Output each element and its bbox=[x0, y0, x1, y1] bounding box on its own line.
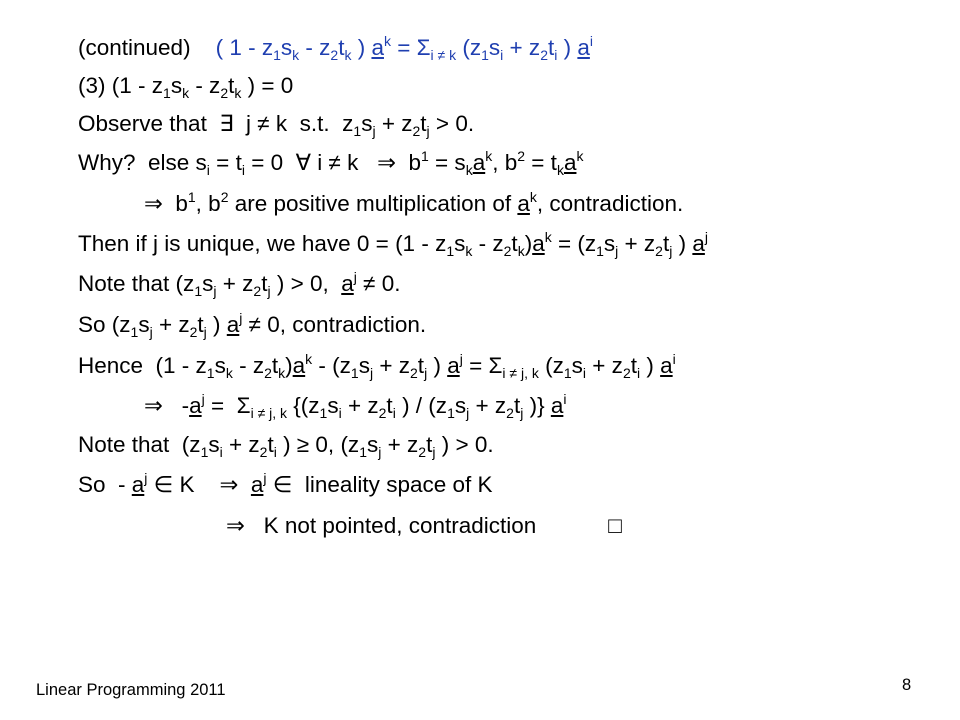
slide-line: Observe that ∃ j ≠ k s.t. $z_1s_j + z_2t_j > 0$. bbox=[78, 111, 475, 139]
slide-line: ⇒ $b^1$, $b^2$ are positive multiplication of $a^k$, contradiction. bbox=[144, 189, 684, 216]
slide-line: ⇒ K not pointed, contradiction □ bbox=[226, 513, 622, 538]
slide-line: Then if j is unique, we have $0 = (1 - z_1s_k - z_2t_k)a^k = (z_1s_j + z_2t_j$ ) $a^j$ bbox=[78, 229, 708, 259]
slide-line: So ($z_1s_j + z_2t_j$ ) $a^j \ne 0$, contradiction. bbox=[78, 310, 427, 340]
slide-line: (continued) ( $1 - z_1s_k - z_2t_k$ ) $a^k = \Sigma_{i \ne k}$ ($z_1s_i + z_2t_i$ ) $a^i$ bbox=[78, 33, 594, 63]
slide-line: ⇒ $-a^j = \Sigma_{i \ne j, k}$ {($z_1s_i + z_2t_i$ ) / ($z_1s_j + z_2t_j$ )} $a^i$ bbox=[144, 391, 567, 421]
slide-line: Note that ($z_1s_j + z_2t_j$ ) > 0, $a^j \ne 0$. bbox=[78, 269, 401, 299]
slide-line: Why? else $s_i = t_i = 0$ ∀ i ≠ k ⇒ $b^1 = s_ka^k$, $b^2 = t_ka^k$ bbox=[78, 148, 584, 178]
slide-line: Note that ($z_1s_i + z_2t_i$ ) ≥ 0, ($z_1s_j + z_2t_j$ ) > 0. bbox=[78, 432, 494, 460]
slide-line: (3) ($1 - z_1s_k - z_2t_k$ ) = 0 bbox=[78, 73, 294, 101]
slide-line: So - $a^j$ ∈ K ⇒ $a^j$ ∈ lineality space of K bbox=[78, 470, 493, 497]
page-number: 8 bbox=[902, 676, 912, 694]
footer-course-title: Linear Programming 2011 bbox=[36, 681, 226, 699]
slide-line: Hence $(1 - z_1s_k - z_2t_k)a^k - (z_1s_j + z_2t_j$ ) $a^j = \Sigma_{i \ne j, k}$ ($z_1s_i + z_2t_i$ ) $a^i$ bbox=[78, 351, 676, 381]
